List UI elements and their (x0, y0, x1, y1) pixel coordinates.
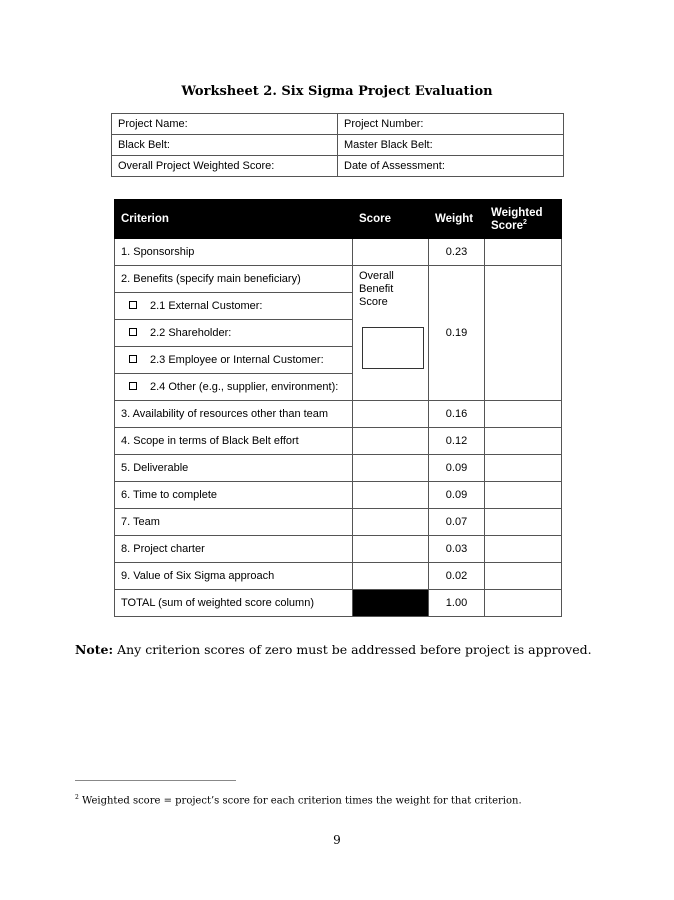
score-cell[interactable] (353, 401, 429, 428)
weighted-score-cell[interactable] (485, 482, 562, 509)
black-belt-field[interactable]: Black Belt: (112, 135, 338, 156)
weighted-score-cell[interactable] (485, 239, 562, 266)
sub-criterion-label: 2.4 Other (e.g., supplier, environment): (150, 381, 339, 393)
weight-header: Weight (429, 200, 485, 239)
criterion-label: 6. Time to complete (115, 482, 353, 509)
note-text: Any criterion scores of zero must be addressed before project is approved. (113, 642, 592, 657)
weighted-score-cell[interactable] (485, 563, 562, 590)
table-row (115, 509, 562, 536)
footnote (75, 794, 522, 806)
project-name-field[interactable]: Project Name: (112, 114, 338, 135)
total-row (115, 590, 562, 617)
overall-benefit-score-box[interactable] (362, 327, 424, 369)
score-header: Score (353, 200, 429, 239)
weighted-score-cell[interactable] (485, 428, 562, 455)
date-of-assessment-field[interactable]: Date of Assessment: (338, 156, 564, 177)
table-row (115, 401, 562, 428)
criterion-label: 7. Team (115, 509, 353, 536)
master-black-belt-field[interactable]: Master Black Belt: (338, 135, 564, 156)
score-cell[interactable] (353, 239, 429, 266)
sub-criterion (115, 320, 353, 347)
sub-criterion (115, 347, 353, 374)
weighted-score-cell[interactable] (485, 509, 562, 536)
weighted-score-cell[interactable] (485, 455, 562, 482)
weight-value: 0.02 (429, 563, 485, 590)
score-cell-blacked-out (353, 590, 429, 617)
note-label: Note: (75, 642, 114, 657)
weight-value: 0.07 (429, 509, 485, 536)
criterion-label: 8. Project charter (115, 536, 353, 563)
footnote-mark: 2 (522, 218, 527, 226)
table-row (115, 563, 562, 590)
footnote-divider (75, 780, 236, 781)
weight-value: 0.09 (429, 455, 485, 482)
total-weight-value: 1.00 (429, 590, 485, 617)
score-cell[interactable] (353, 428, 429, 455)
total-weighted-score-cell[interactable] (485, 590, 562, 617)
project-number-field[interactable]: Project Number: (338, 114, 564, 135)
checkbox-icon[interactable] (129, 382, 137, 390)
footnote-text: Weighted score = project’s score for each criterion times the weight for that criterion. (78, 795, 522, 807)
criterion-label: 3. Availability of resources other than team (115, 401, 353, 428)
weight-value: 0.19 (429, 266, 485, 401)
criterion-label: 9. Value of Six Sigma approach (115, 563, 353, 590)
weighted-score-cell[interactable] (485, 401, 562, 428)
criteria-table (114, 199, 562, 617)
project-info-table (111, 113, 564, 177)
sub-criterion-label: 2.3 Employee or Internal Customer: (150, 354, 324, 366)
criterion-label: 5. Deliverable (115, 455, 353, 482)
score-cell[interactable] (353, 536, 429, 563)
worksheet-title: Worksheet 2. Six Sigma Project Evaluation (181, 84, 493, 99)
page-number: 9 (333, 833, 341, 847)
overall-benefit-score-label: Overall Benefit Score (359, 270, 394, 308)
criterion-header: Criterion (115, 200, 353, 239)
weight-value: 0.03 (429, 536, 485, 563)
table-row (115, 239, 562, 266)
table-row (115, 482, 562, 509)
weight-value: 0.12 (429, 428, 485, 455)
weighted-score-cell[interactable] (485, 536, 562, 563)
table-row (115, 266, 562, 293)
weight-value: 0.23 (429, 239, 485, 266)
approval-note (75, 642, 592, 657)
score-cell[interactable] (353, 455, 429, 482)
checkbox-icon[interactable] (129, 328, 137, 336)
score-cell[interactable] (353, 563, 429, 590)
weight-value: 0.16 (429, 401, 485, 428)
overall-benefit-score-cell (353, 266, 429, 401)
criterion-label: 2. Benefits (specify main beneficiary) (115, 266, 353, 293)
table-row (115, 455, 562, 482)
sub-criterion (115, 293, 353, 320)
sub-criterion (115, 374, 353, 401)
checkbox-icon[interactable] (129, 355, 137, 363)
criteria-header-row (115, 200, 562, 239)
sub-criterion-label: 2.1 External Customer: (150, 300, 263, 312)
weighted-score-cell[interactable] (485, 266, 562, 401)
weight-value: 0.09 (429, 482, 485, 509)
weighted-score-header (485, 200, 562, 239)
score-cell[interactable] (353, 509, 429, 536)
table-row (115, 428, 562, 455)
criterion-label: 4. Scope in terms of Black Belt effort (115, 428, 353, 455)
sub-criterion-label: 2.2 Shareholder: (150, 327, 232, 339)
criterion-label: 1. Sponsorship (115, 239, 353, 266)
total-label: TOTAL (sum of weighted score column) (115, 590, 353, 617)
weighted-score-header-label: Weighted Score (491, 206, 543, 232)
checkbox-icon[interactable] (129, 301, 137, 309)
footnote-number: 2 (75, 794, 79, 801)
overall-weighted-score-field[interactable]: Overall Project Weighted Score: (112, 156, 338, 177)
score-cell[interactable] (353, 482, 429, 509)
table-row (115, 536, 562, 563)
